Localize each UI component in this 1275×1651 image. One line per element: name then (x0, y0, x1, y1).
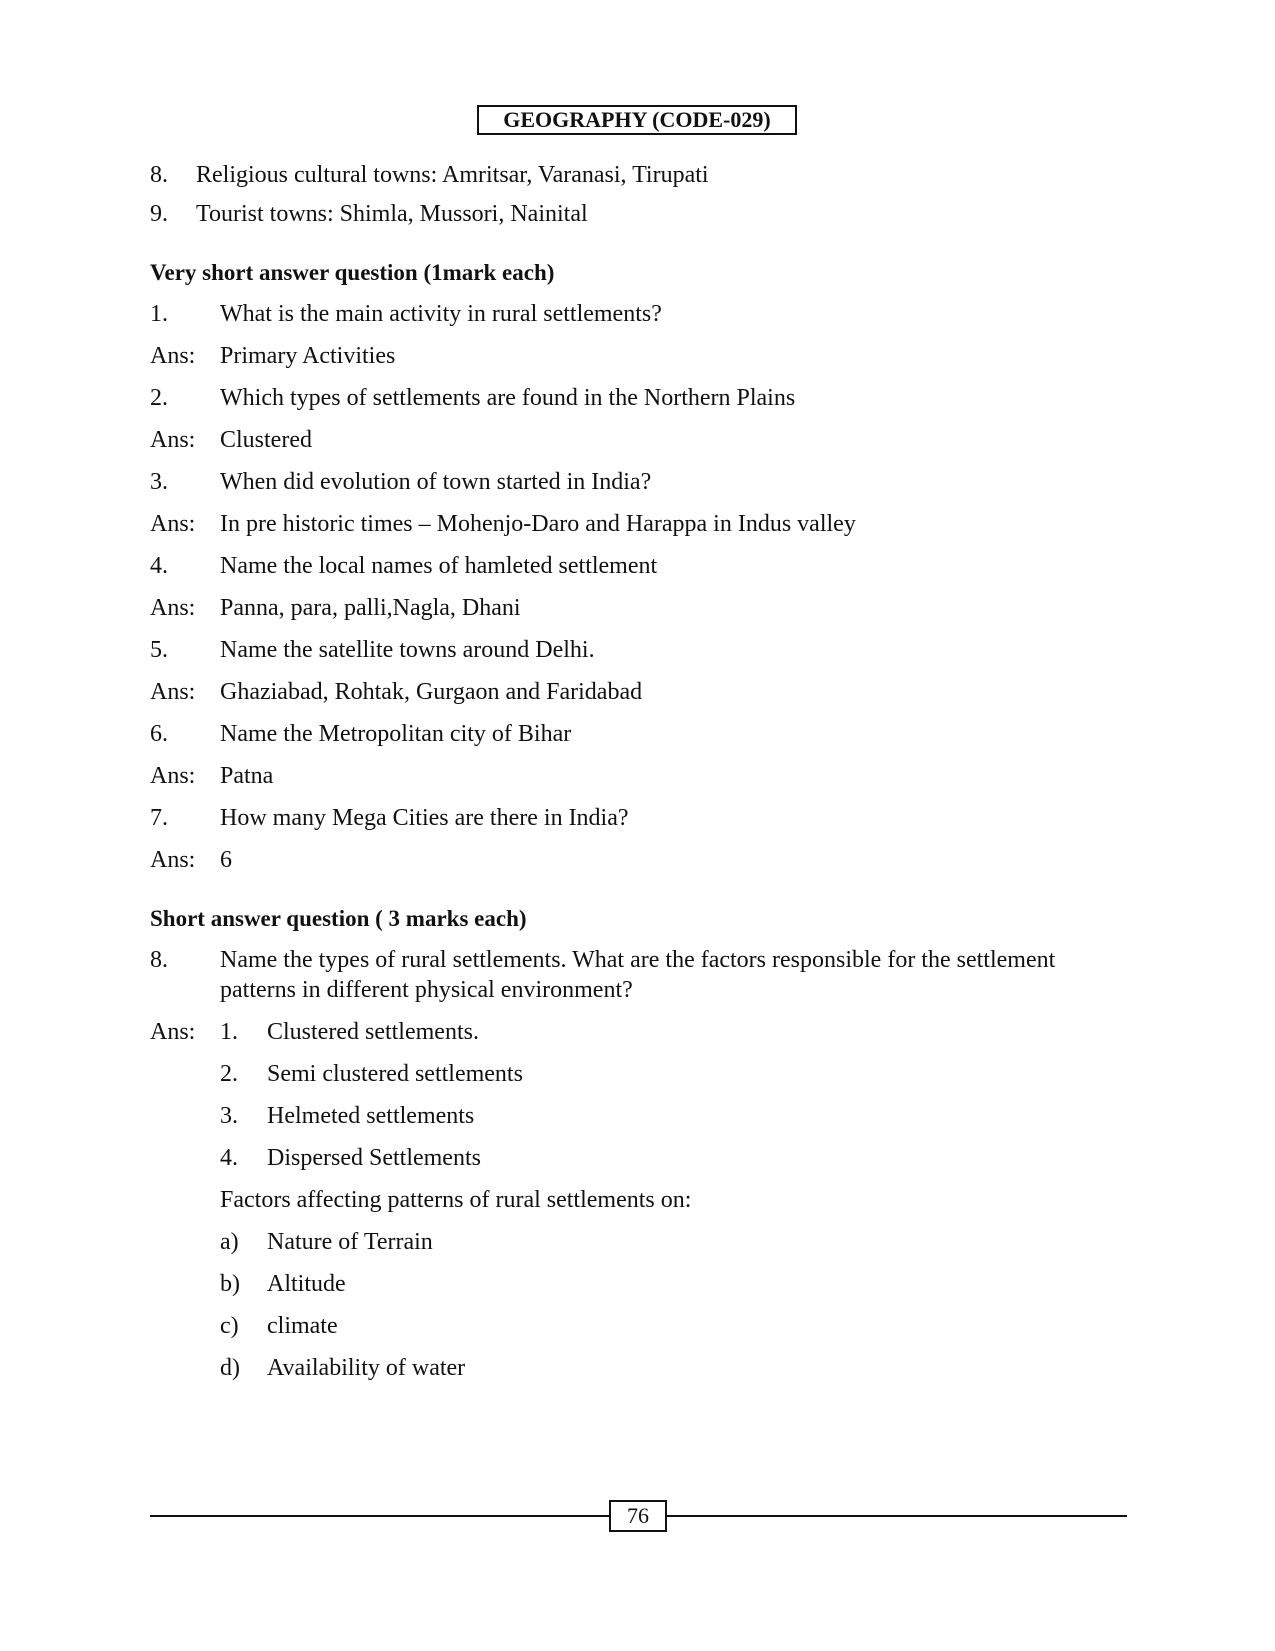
sub-list-text: Dispersed Settlements (267, 1145, 481, 1171)
question-text: How many Mega Cities are there in India? (220, 805, 629, 831)
answer-text: Patna (220, 763, 274, 789)
footer-rule-right (666, 1515, 1127, 1517)
list-text: Tourist towns: Shimla, Mussori, Nainital (196, 201, 588, 227)
answer-label: Ans: (150, 427, 196, 453)
sub-list-letter: b) (220, 1271, 240, 1297)
answer-text: Panna, para, palli,Nagla, Dhani (220, 595, 521, 621)
question-number: 1. (150, 301, 168, 327)
footer-rule-left (150, 1515, 610, 1517)
question-text: What is the main activity in rural settlements? (220, 301, 662, 327)
sub-list-number: 2. (220, 1061, 238, 1087)
answer-text: Clustered (220, 427, 312, 453)
sub-list-number: 4. (220, 1145, 238, 1171)
question-number: 6. (150, 721, 168, 747)
answer-text: In pre historic times – Mohenjo-Daro and Harappa in Indus valley (220, 511, 856, 537)
sub-list-text: Availability of water (267, 1355, 466, 1381)
answer-text: Ghaziabad, Rohtak, Gurgaon and Faridabad (220, 679, 643, 705)
list-number: 8. (150, 162, 168, 188)
question-number: 5. (150, 637, 168, 663)
question-number: 7. (150, 805, 168, 831)
sub-list-letter: a) (220, 1229, 239, 1255)
question-text: Name the Metropolitan city of Bihar (220, 721, 572, 747)
answer-label: Ans: (150, 1019, 196, 1045)
question-number: 8. (150, 947, 168, 973)
answer-label: Ans: (150, 511, 196, 537)
question-number: 2. (150, 385, 168, 411)
answer-text: Primary Activities (220, 343, 396, 369)
answer-label: Ans: (150, 847, 196, 873)
sub-list-text: Semi clustered settlements (267, 1061, 523, 1087)
page-header-title: GEOGRAPHY (CODE-029) (477, 105, 797, 135)
answer-label: Ans: (150, 343, 196, 369)
factors-intro-text: Factors affecting patterns of rural settlements on: (220, 1187, 692, 1213)
question-text-line1: Name the types of rural settlements. What are the factors responsible for the settlement (220, 947, 1056, 973)
list-number: 9. (150, 201, 168, 227)
answer-label: Ans: (150, 679, 196, 705)
sub-list-text: Nature of Terrain (267, 1229, 433, 1255)
page-number: 76 (609, 1500, 667, 1532)
sub-list-number: 1. (220, 1019, 238, 1045)
answer-text: 6 (220, 847, 232, 873)
sub-list-number: 3. (220, 1103, 238, 1129)
section-heading-short: Short answer question ( 3 marks each) (150, 906, 527, 931)
question-number: 3. (150, 469, 168, 495)
question-text: Which types of settlements are found in the Northern Plains (220, 385, 796, 411)
question-text-line2: patterns in different physical environment? (220, 977, 633, 1003)
sub-list-text: climate (267, 1313, 338, 1339)
sub-list-text: Helmeted settlements (267, 1103, 475, 1129)
sub-list-letter: d) (220, 1355, 240, 1381)
question-number: 4. (150, 553, 168, 579)
section-heading-very-short: Very short answer question (1mark each) (150, 260, 555, 285)
sub-list-letter: c) (220, 1313, 239, 1339)
answer-label: Ans: (150, 763, 196, 789)
answer-label: Ans: (150, 595, 196, 621)
question-text: Name the local names of hamleted settlement (220, 553, 658, 579)
sub-list-text: Altitude (267, 1271, 346, 1297)
question-text: Name the satellite towns around Delhi. (220, 637, 595, 663)
sub-list-text: Clustered settlements. (267, 1019, 479, 1045)
question-text: When did evolution of town started in India? (220, 469, 652, 495)
list-text: Religious cultural towns: Amritsar, Varanasi, Tirupati (196, 162, 709, 188)
